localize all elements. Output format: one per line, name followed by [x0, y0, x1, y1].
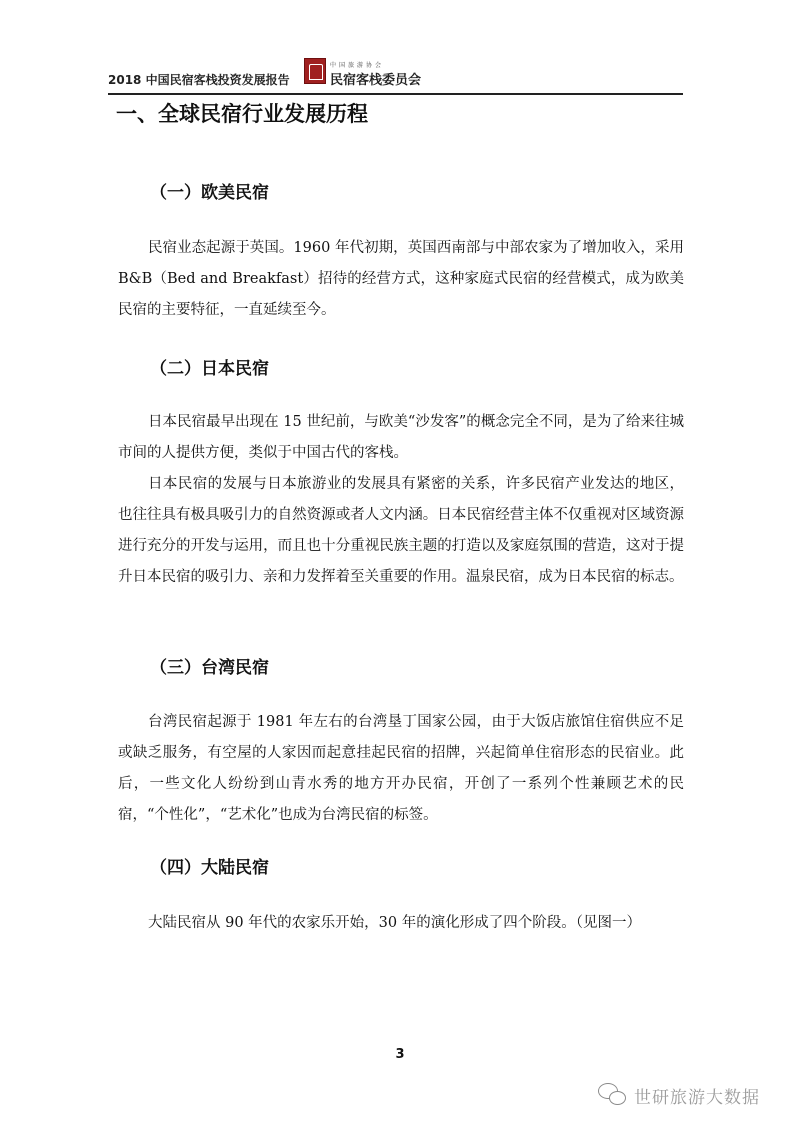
subheading-japan: （二）日本民宿 [150, 359, 269, 379]
subheading-europe-america: （一）欧美民宿 [150, 183, 269, 203]
paragraph-europe-america: 民宿业态起源于英国。1960 年代初期，英国西南部与中部农家为了增加收入，采用 B&B（Bed and Breakfast）招待的经营方式，这种家庭式民宿的经营模式，成为欧美民宿的主要特征，一直延续至今。 [118, 240, 684, 318]
association-logo-icon [304, 58, 326, 84]
page-header [108, 58, 683, 92]
subheading-taiwan: （三）台湾民宿 [150, 658, 269, 678]
watermark-text: 世研旅游大数据 [634, 1087, 760, 1108]
association-name: 中国旅游协会 [330, 62, 385, 69]
paragraph-mainland: 大陆民宿从 90 年代的农家乐开始，30 年的演化形成了四个阶段。（见图一） [148, 915, 641, 931]
watermark [598, 1080, 760, 1110]
subheading-mainland: （四）大陆民宿 [150, 858, 269, 878]
paragraph-japan-1: 日本民宿最早出现在 15 世纪前，与欧美“沙发客”的概念完全不同，是为了给来往城市间的人提供方便，类似于中国古代的客栈。 [118, 414, 684, 461]
page-number: 3 [395, 1047, 405, 1062]
committee-name: 民宿客栈委员会 [330, 73, 422, 88]
header-divider [108, 93, 683, 95]
paragraph-japan-2: 日本民宿的发展与日本旅游业的发展具有紧密的关系，许多民宿产业发达的地区，也往往具有极具吸引力的自然资源或者人文内涵。日本民宿经营主体不仅重视对区域资源进行充分的开发与运用，而且也十分重视民族主题的打造以及家庭氛围的营造，这对于提升日本民宿的吸引力、亲和力发挥着至关重要的作用。温泉民宿，成为日本民宿的标志。 [118, 476, 684, 585]
section-title: 一、全球民宿行业发展历程 [116, 102, 368, 126]
report-title: 2018 中国民宿客栈投资发展报告 [108, 73, 290, 87]
paragraph-taiwan: 台湾民宿起源于 1981 年左右的台湾垦丁国家公园，由于大饭店旅馆住宿供应不足或缺乏服务，有空屋的人家因而起意挂起民宿的招牌，兴起简单住宿形态的民宿业。此后，一些文化人纷纷到山青水秀的地方开办民宿，开创了一系列个性兼顾艺术的民宿，“个性化”，“艺术化”也成为台湾民宿的标签。 [118, 714, 684, 823]
wechat-icon [598, 1083, 628, 1107]
